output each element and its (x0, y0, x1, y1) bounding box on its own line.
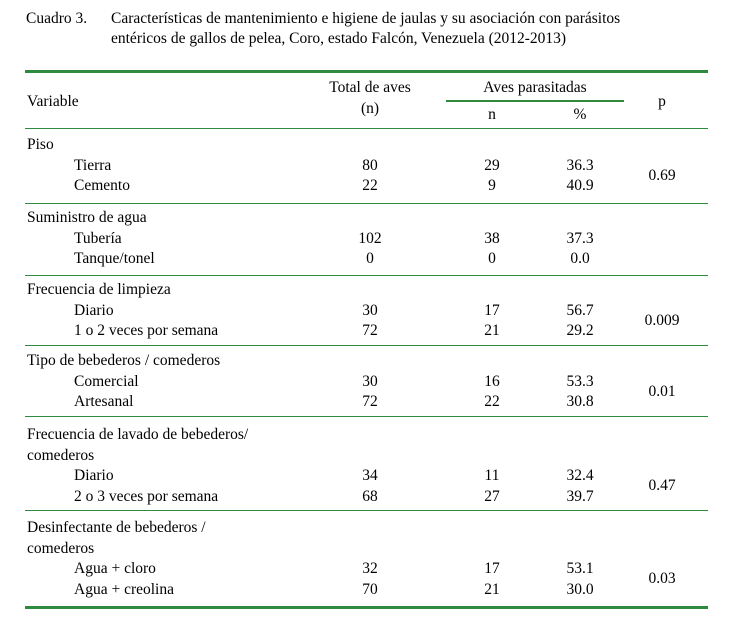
row-label: Tubería (74, 229, 122, 247)
cell-total: 0 (366, 250, 374, 267)
cell-p-value: 0.69 (648, 166, 676, 184)
cell-parasitized-percent: 53.3 (566, 372, 594, 390)
cell-total: 72 (362, 322, 378, 339)
cell-parasitized-percent: 30.0 (566, 580, 594, 598)
caption-number: Cuadro 3. (26, 10, 88, 27)
cell-parasitized-percent: 32.4 (566, 467, 594, 484)
parasitized-subrule (446, 100, 624, 102)
cell-total: 34 (362, 467, 378, 484)
header-p: p (658, 93, 666, 110)
cell-parasitized-n: 17 (484, 560, 500, 577)
group-title: comederos (27, 539, 95, 557)
caption-line-1: Características de mantenimiento e higiene de jaulas y su asociación con parásitos (111, 10, 621, 27)
row-label: 1 o 2 veces por semana (74, 322, 219, 339)
group-title: Suministro de agua (27, 209, 147, 226)
cell-parasitized-percent: 36.3 (566, 156, 594, 174)
cell-parasitized-percent: 40.9 (566, 177, 594, 194)
header-n: n (488, 106, 496, 123)
cell-parasitized-n: 17 (484, 301, 500, 319)
top-rule (25, 70, 708, 73)
cell-total: 32 (362, 560, 378, 577)
cell-parasitized-n: 22 (484, 393, 500, 410)
header-variable: Variable (27, 93, 79, 110)
header-total-line1: Total de aves (329, 79, 411, 96)
cell-parasitized-n: 16 (484, 372, 500, 390)
cell-parasitized-percent: 29.2 (566, 322, 594, 339)
group-title: Frecuencia de lavado de bebederos/ (27, 426, 249, 443)
cell-parasitized-percent: 56.7 (566, 301, 594, 319)
cell-total: 80 (362, 156, 378, 174)
cell-p-value: 0.009 (644, 311, 680, 329)
row-label: 2 o 3 veces por semana (74, 487, 219, 505)
cell-parasitized-percent: 39.7 (566, 487, 594, 505)
cell-total: 30 (362, 372, 378, 390)
group-title: Tipo de bebederos / comederos (27, 352, 221, 369)
cell-parasitized-n: 27 (484, 487, 500, 505)
cell-parasitized-n: 11 (484, 467, 500, 484)
cell-parasitized-percent: 30.8 (566, 393, 594, 410)
cell-parasitized-n: 9 (488, 177, 496, 194)
header-parasitized: Aves parasitadas (483, 79, 587, 96)
row-label: Diario (74, 467, 114, 484)
group-title: Piso (27, 136, 54, 153)
caption-line-2: entéricos de gallos de pelea, Coro, estado Falcón, Venezuela (2012-2013) (111, 30, 567, 47)
group-title: Desinfectante de bebederos / (27, 519, 206, 536)
cell-parasitized-n: 38 (484, 229, 500, 247)
cell-parasitized-n: 21 (484, 580, 500, 598)
group-separator (25, 275, 708, 276)
bottom-rule (25, 606, 708, 609)
row-label: Agua + creolina (74, 580, 174, 598)
cell-parasitized-percent: 37.3 (566, 229, 594, 247)
header-percent: % (573, 106, 587, 123)
group-separator (25, 416, 708, 417)
group-title: comederos (27, 446, 95, 464)
row-label: Tanque/tonel (74, 250, 155, 267)
row-label: Tierra (74, 156, 112, 174)
group-separator (25, 510, 708, 511)
cell-parasitized-percent: 53.1 (566, 560, 594, 577)
header-total-line2: (n) (360, 100, 380, 117)
cell-parasitized-n: 29 (484, 156, 500, 174)
cell-total: 22 (362, 177, 378, 194)
cell-p-value: 0.01 (648, 382, 676, 400)
cell-parasitized-percent: 0.0 (570, 250, 590, 267)
cell-p-value: 0.47 (648, 477, 676, 495)
cell-parasitized-n: 0 (488, 250, 496, 267)
row-label: Comercial (74, 372, 139, 390)
group-separator (25, 203, 708, 204)
cell-total: 68 (362, 487, 378, 505)
cell-total: 102 (358, 229, 382, 247)
header-rule (25, 128, 708, 129)
row-label: Agua + cloro (74, 560, 156, 577)
cell-parasitized-n: 21 (484, 322, 500, 339)
group-title: Frecuencia de limpieza (27, 281, 171, 298)
cell-total: 30 (362, 301, 378, 319)
group-separator (25, 345, 708, 346)
row-label: Diario (74, 301, 114, 319)
row-label: Artesanal (74, 393, 134, 410)
cell-p-value: 0.03 (648, 570, 676, 588)
cell-total: 70 (362, 580, 378, 598)
row-label: Cemento (74, 177, 130, 194)
cell-total: 72 (362, 393, 378, 410)
